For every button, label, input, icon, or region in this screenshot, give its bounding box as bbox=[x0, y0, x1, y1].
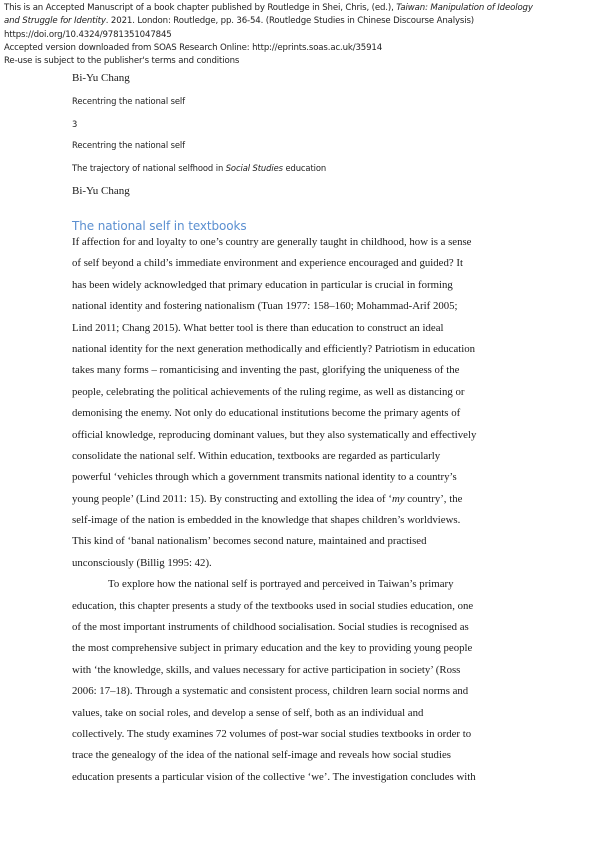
text-line: unconsciously (Billig 1995: 42). bbox=[72, 556, 212, 569]
text-line: consolidate the national self. Within education, textbooks are regarded as particularly bbox=[72, 449, 441, 462]
running-title-2: Recentring the national self bbox=[72, 140, 186, 150]
emphasis-my: my bbox=[391, 492, 405, 505]
text-line: demonising the enemy. Not only do educational institutions become the primary agents of bbox=[72, 407, 461, 420]
notice-line-1: This is an Accepted Manuscript of a book chapter published by Routledge in Shei, Chris, (ed.), Taiwan: Manipulation of Ideology bbox=[4, 3, 533, 13]
text-line: 2006: 17–18). Through a systematic and consistent process, children learn social norms and bbox=[72, 685, 469, 698]
text-line: education, this chapter presents a study of the textbooks used in social studies education, one bbox=[72, 599, 474, 612]
author-name-bottom: Bi-Yu Chang bbox=[72, 185, 130, 197]
accepted-version-note[interactable]: Accepted version downloaded from SOAS Research Online: http://eprints.soas.ac.uk/35914 bbox=[4, 42, 383, 53]
text-line: of self beyond a child’s immediate environment and experience encouraged and guided? It bbox=[72, 257, 463, 270]
text-line: people, celebrating the political achievements of the ruling regime, as well as distancing or bbox=[72, 385, 465, 398]
text-line: trace the genealogy of the idea of the national self-image and reveals how social studies bbox=[72, 749, 451, 762]
text-line: national identity for the next generation methodically and efficiently? Patriotism in education bbox=[72, 342, 476, 355]
section-heading: The national self in textbooks bbox=[72, 219, 247, 233]
text-line: education presents a particular vision of the collective ‘we’. The investigation concludes with bbox=[72, 770, 476, 783]
text-line: values, take on social roles, and develop a sense of self, both as an individual and bbox=[72, 706, 424, 719]
text-line: official knowledge, reproducing dominant values, but they also systematically and effectively bbox=[72, 428, 477, 441]
source-notice bbox=[4, 2, 589, 68]
text-line: To explore how the national self is portrayed and perceived in Taiwan’s primary bbox=[108, 578, 454, 591]
text-line: young people’ (Lind 2011: 15). By constructing and extolling the idea of ‘my country’, the bbox=[72, 492, 463, 505]
text-line: has been widely acknowledged that primary education in particular is crucial in forming bbox=[72, 278, 453, 291]
text-line: If affection for and loyalty to one’s country are generally taught in childhood, how is a sense bbox=[72, 236, 472, 248]
text-line: of the most important instruments of childhood socialisation. Social studies is recognised as bbox=[72, 621, 469, 634]
chapter-subtitle: The trajectory of national selfhood in Social Studies education bbox=[72, 163, 327, 173]
notice-line-2: and Struggle for Identity. 2021. London: Routledge, pp. 36-54. (Routledge Studies in Chinese Discourse Analysis) bbox=[4, 16, 475, 27]
reuse-note: Re-use is subject to the publisher's terms and conditions bbox=[4, 56, 240, 67]
author-name-top: Bi-Yu Chang bbox=[72, 72, 130, 84]
text-line: with ‘the knowledge, skills, and values necessary for active participation in society’ (Ross bbox=[72, 663, 461, 676]
text-line: national identity and fostering nationalism (Tuan 1977: 158–160; Mohammad-Arif 2005; bbox=[72, 300, 458, 313]
text-line: the most comprehensive subject in primary education and the key to providing young people bbox=[72, 642, 473, 655]
text-line: self-image of the nation is embedded in the knowledge that shapes children’s worldviews. bbox=[72, 514, 461, 527]
text-line: takes many forms – romanticising and inventing the past, glorifying the uniqueness of the bbox=[72, 364, 460, 377]
paragraph-2 bbox=[72, 574, 522, 788]
chapter-number: 3 bbox=[72, 119, 78, 129]
book-title-part-2: and Struggle for Identity bbox=[4, 16, 106, 27]
text-line: powerful ‘vehicles through which a government transmits national identity to a country’s bbox=[72, 471, 457, 484]
body-text bbox=[72, 232, 522, 788]
book-title-part-1: Taiwan: Manipulation of Ideology bbox=[396, 3, 533, 13]
text-line: This kind of ‘banal nationalism’ becomes second nature, maintained and practised bbox=[72, 535, 427, 548]
text-line: collectively. The study examines 72 volumes of post-war social studies textbooks in order to bbox=[72, 727, 472, 740]
doi-link[interactable]: https://doi.org/10.4324/9781351047845 bbox=[4, 29, 172, 40]
text-line: Lind 2011; Chang 2015). What better tool is there than education to construct an ideal bbox=[72, 321, 444, 334]
paragraph-1 bbox=[72, 232, 522, 574]
running-title-1: Recentring the national self bbox=[72, 96, 186, 106]
